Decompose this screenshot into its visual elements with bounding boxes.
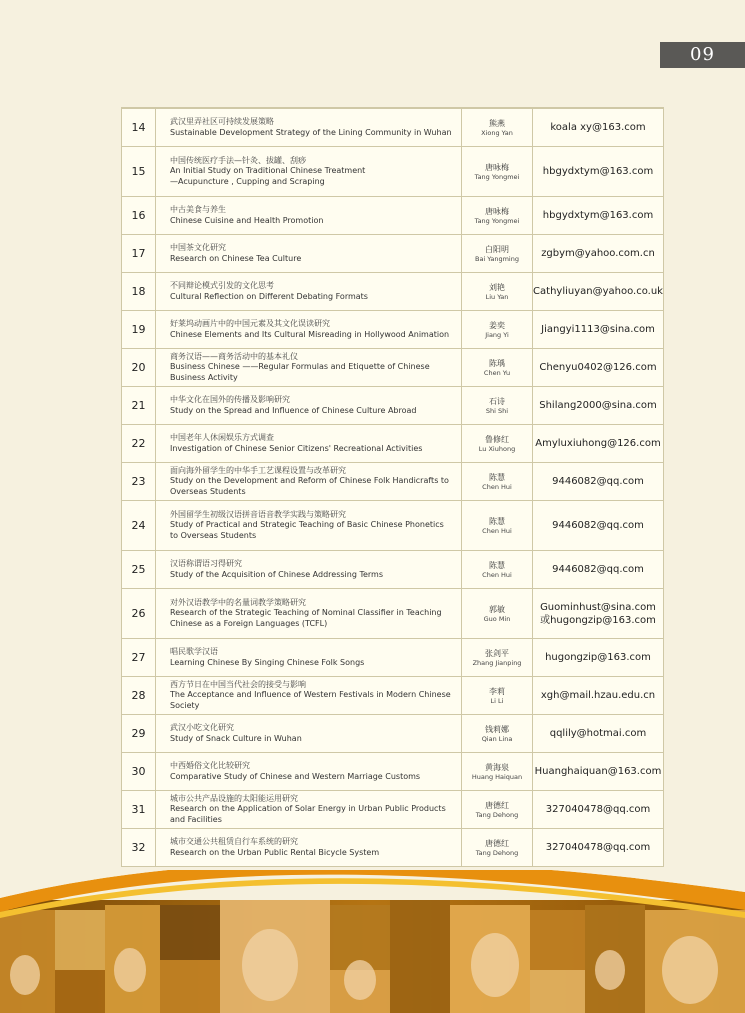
email: 327040478@qq.com	[533, 791, 664, 829]
author	[462, 387, 533, 425]
project-title	[156, 639, 462, 677]
title-chinese: 不同辩论模式引发的文化思考	[170, 281, 274, 290]
table-row	[122, 425, 664, 463]
author-english: Chen Hui	[482, 570, 512, 579]
author-english: Tang Yongmei	[474, 216, 520, 225]
row-number: 17	[122, 235, 156, 273]
row-number: 22	[122, 425, 156, 463]
title-chinese: 对外汉语教学中的名量词教学策略研究	[170, 597, 306, 607]
email: 327040478@qq.com	[533, 829, 664, 867]
email: Shilang2000@sina.com	[533, 387, 664, 425]
table-row	[122, 349, 664, 387]
author	[462, 109, 533, 147]
row-number: 16	[122, 197, 156, 235]
row-number: 27	[122, 639, 156, 677]
project-title	[156, 791, 462, 829]
email: qqlily@hotmai.com	[533, 715, 664, 753]
title-chinese: 唱民歌学汉语	[170, 647, 218, 656]
row-number: 15	[122, 147, 156, 197]
row-number: 25	[122, 551, 156, 589]
title-english: Study of the Acquisition of Chinese Addressing Terms	[170, 569, 384, 579]
author-english: Liu Yan	[485, 292, 509, 301]
project-table-body	[122, 109, 664, 867]
table-row	[122, 753, 664, 791]
author-english: Jiang Yi	[485, 330, 509, 339]
author-english: Tang Dehong	[475, 810, 519, 819]
author-english: Guo Min	[483, 614, 511, 623]
author	[462, 753, 533, 791]
title-chinese: 面向海外留学生的中华手工艺课程设置与改革研究	[170, 465, 346, 475]
project-title	[156, 387, 462, 425]
table-row	[122, 197, 664, 235]
title-chinese: 城市交通公共租赁自行车系统的研究	[170, 837, 298, 846]
title-chinese: 商务汉语——商务活动中的基本礼仪	[170, 351, 298, 361]
title-english: The Acceptance and Influence of Western Festivals in Modern Chinese Society	[170, 690, 451, 710]
title-english: Investigation of Chinese Senior Citizens' Recreational Activities	[170, 443, 423, 453]
email: Cathyliuyan@yahoo.co.uk	[533, 273, 664, 311]
title-chinese: 中华文化在国外的传播及影响研究	[170, 395, 290, 404]
project-title	[156, 197, 462, 235]
email: Amyluxiuhong@126.com	[533, 425, 664, 463]
author	[462, 273, 533, 311]
author-chinese: 张剑平	[485, 648, 509, 658]
project-title	[156, 753, 462, 791]
author-english: Qian Lina	[481, 734, 513, 743]
author	[462, 791, 533, 829]
table-row	[122, 387, 664, 425]
table-row	[122, 639, 664, 677]
row-number: 29	[122, 715, 156, 753]
author	[462, 349, 533, 387]
title-chinese: 中国茶文化研究	[170, 243, 226, 252]
author-chinese: 钱莉娜	[485, 724, 509, 734]
title-chinese: 中古美食与养生	[170, 205, 226, 214]
table-row	[122, 829, 664, 867]
project-table	[121, 107, 664, 867]
author-chinese: 郭敏	[489, 604, 505, 614]
table-row	[122, 677, 664, 715]
author-chinese: 姜奕	[489, 320, 505, 330]
project-title	[156, 109, 462, 147]
author-english: Shi Shi	[485, 406, 509, 415]
project-title	[156, 589, 462, 639]
table-row	[122, 311, 664, 349]
row-number: 19	[122, 311, 156, 349]
table-row	[122, 235, 664, 273]
project-title	[156, 311, 462, 349]
author	[462, 311, 533, 349]
author	[462, 677, 533, 715]
table-row	[122, 589, 664, 639]
title-chinese: 外国留学生初级汉语拼音语音教学实践与策略研究	[170, 509, 346, 519]
table-row	[122, 109, 664, 147]
author-english: Huang Haiquan	[471, 772, 523, 781]
author	[462, 147, 533, 197]
project-title	[156, 677, 462, 715]
email: koala xy@163.com	[533, 109, 664, 147]
email: 9446082@qq.com	[533, 501, 664, 551]
table-row	[122, 273, 664, 311]
author-chinese: 唐德红	[485, 838, 509, 848]
title-english: Comparative Study of Chinese and Western Marriage Customs	[170, 771, 421, 781]
project-title	[156, 551, 462, 589]
row-number: 28	[122, 677, 156, 715]
email: Jiangyi1113@sina.com	[533, 311, 664, 349]
title-chinese: 城市公共产品设施的太阳能运用研究	[170, 793, 298, 803]
author	[462, 235, 533, 273]
table-row	[122, 501, 664, 551]
author	[462, 463, 533, 501]
row-number: 26	[122, 589, 156, 639]
table-row	[122, 791, 664, 829]
email: 9446082@qq.com	[533, 551, 664, 589]
email: hbgydxtym@163.com	[533, 197, 664, 235]
title-english: Chinese Elements and Its Cultural Misreading in Hollywood Animation	[170, 329, 450, 339]
author-chinese: 唐德红	[485, 800, 509, 810]
author-chinese: 唐咏梅	[485, 206, 509, 216]
author-english: Bai Yangming	[474, 254, 519, 263]
table-row	[122, 463, 664, 501]
author-chinese: 黄海泉	[485, 762, 509, 772]
author-english: Zhang Jianping	[472, 658, 522, 667]
author-english: Xiong Yan	[481, 128, 513, 137]
author	[462, 551, 533, 589]
row-number: 32	[122, 829, 156, 867]
table-row	[122, 147, 664, 197]
photo-collage-banner	[0, 870, 745, 1013]
author	[462, 501, 533, 551]
author-chinese: 白阳明	[485, 244, 509, 254]
author-chinese: 李莉	[489, 686, 505, 696]
title-english: Study of Snack Culture in Wuhan	[170, 733, 302, 743]
title-english: An Initial Study on Traditional Chinese Treatment —Acupuncture , Cupping and Scraping	[170, 166, 366, 186]
author	[462, 425, 533, 463]
table-row	[122, 551, 664, 589]
project-title	[156, 829, 462, 867]
title-chinese: 好莱坞动画片中的中国元素及其文化误读研究	[170, 319, 330, 328]
title-chinese: 武汉里弄社区可持续发展策略	[170, 117, 274, 126]
email: hbgydxtym@163.com	[533, 147, 664, 197]
author-english: Li Li	[490, 696, 504, 705]
title-chinese: 中西婚俗文化比较研究	[170, 761, 250, 770]
title-english: Sustainable Development Strategy of the Lining Community in Wuhan	[170, 127, 452, 137]
title-english: Study of Practical and Strategic Teaching of Basic Chinese Phonetics to Overseas Students	[170, 520, 444, 540]
title-english: Research on the Urban Public Rental Bicycle System	[170, 847, 380, 857]
project-title	[156, 273, 462, 311]
project-title	[156, 501, 462, 551]
email: Chenyu0402@126.com	[533, 349, 664, 387]
author	[462, 197, 533, 235]
table-row	[122, 715, 664, 753]
author-chinese: 石诗	[489, 396, 505, 406]
author-chinese: 陈慧	[489, 472, 505, 482]
project-title	[156, 463, 462, 501]
row-number: 21	[122, 387, 156, 425]
author-english: Chen Yu	[483, 368, 511, 377]
title-chinese: 中国传统医疗手法—针灸、拔罐、刮痧	[170, 155, 306, 165]
row-number: 30	[122, 753, 156, 791]
title-chinese: 中国老年人休闲娱乐方式调查	[170, 433, 274, 442]
row-number: 14	[122, 109, 156, 147]
project-title	[156, 235, 462, 273]
title-english: Research on Chinese Tea Culture	[170, 253, 302, 263]
photo-tiles	[0, 900, 745, 1013]
title-english: Cultural Reflection on Different Debating Formats	[170, 291, 368, 301]
title-english: Study on the Development and Reform of Chinese Folk Handicrafts to Overseas Students	[170, 476, 449, 496]
title-chinese: 武汉小吃文化研究	[170, 723, 234, 732]
project-title	[156, 425, 462, 463]
row-number: 31	[122, 791, 156, 829]
author-chinese: 鲁修红	[485, 434, 509, 444]
title-english: Research on the Application of Solar Energy in Urban Public Products and Facilities	[170, 804, 446, 824]
author-chinese: 陈慧	[489, 560, 505, 570]
title-chinese: 西方节日在中国当代社会的接受与影响	[170, 679, 306, 689]
row-number: 24	[122, 501, 156, 551]
project-title	[156, 715, 462, 753]
row-number: 23	[122, 463, 156, 501]
author	[462, 829, 533, 867]
email: zgbym@yahoo.com.cn	[533, 235, 664, 273]
row-number: 18	[122, 273, 156, 311]
author-english: Lu Xiuhong	[478, 444, 516, 453]
email: xgh@mail.hzau.edu.cn	[533, 677, 664, 715]
author-chinese: 陈慧	[489, 516, 505, 526]
author-english: Chen Hui	[482, 526, 512, 535]
title-chinese: 汉语称谓语习得研究	[170, 559, 242, 568]
email: Huanghaiquan@163.com	[533, 753, 664, 791]
author-english: Chen Hui	[482, 482, 512, 491]
author	[462, 715, 533, 753]
title-english: Chinese Cuisine and Health Promotion	[170, 215, 324, 225]
author-chinese: 刘艳	[489, 282, 505, 292]
email: Guominhust@sina.com 或hugongzip@163.com	[533, 589, 664, 639]
author-chinese: 唐咏梅	[485, 162, 509, 172]
author	[462, 589, 533, 639]
page-number: 09	[660, 42, 745, 68]
title-english: Study on the Spread and Influence of Chinese Culture Abroad	[170, 405, 417, 415]
author	[462, 639, 533, 677]
author-english: Tang Yongmei	[474, 172, 520, 181]
email: 9446082@qq.com	[533, 463, 664, 501]
author-chinese: 陈瑀	[489, 358, 505, 368]
email: hugongzip@163.com	[533, 639, 664, 677]
project-title	[156, 349, 462, 387]
author-chinese: 熊燕	[489, 118, 505, 128]
title-english: Business Chinese ——Regular Formulas and Etiquette of Chinese Business Activity	[170, 362, 430, 382]
row-number: 20	[122, 349, 156, 387]
author-english: Tang Dehong	[475, 848, 519, 857]
project-title	[156, 147, 462, 197]
title-english: Research of the Strategic Teaching of Nominal Classifier in Teaching Chinese as a Foreign Languages (TCFL)	[170, 608, 442, 628]
title-english: Learning Chinese By Singing Chinese Folk Songs	[170, 657, 365, 667]
